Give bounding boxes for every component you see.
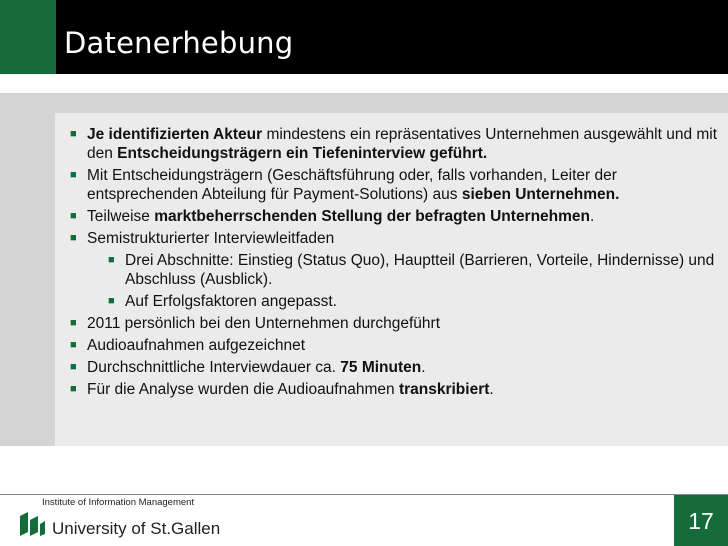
bullet-square-icon: ■ [70, 232, 77, 244]
footer-divider [0, 494, 728, 495]
bullet-text: Auf Erfolgsfaktoren angepasst. [125, 293, 337, 310]
bullet-text: Drei Abschnitte: Einstieg (Status Quo), Hauptteil (Barrieren, Vorteile, Hindernisse) und Abschluss (Ausblick). [125, 252, 715, 288]
bullet-text-bold: Entscheidungsträgern ein Tiefeninterview geführt. [117, 145, 488, 162]
bullet-item [70, 336, 720, 355]
bullet-text-bold: sieben Unternehmen. [461, 186, 620, 203]
bullet-square-icon: ■ [70, 169, 77, 181]
divider-band [0, 93, 728, 113]
page-number-box [674, 495, 728, 546]
bullet-square-icon: ■ [108, 295, 115, 307]
bullet-text: Für die Analyse wurden die Audioaufnahmen [87, 381, 399, 398]
bullet-text: Audioaufnahmen aufgezeichnet [87, 337, 306, 354]
bullet-square-icon: ■ [70, 128, 77, 140]
bullet-text: . [489, 381, 494, 398]
bullet-item [70, 314, 720, 333]
bullet-square-icon: ■ [70, 210, 77, 222]
bullet-text-bold: marktbeherrschenden Stellung der befragten Unternehmen [154, 208, 591, 225]
bullet-square-icon: ■ [70, 361, 77, 373]
page-number: 17 [688, 508, 714, 534]
bullet-text: . [590, 208, 595, 225]
bullet-item [70, 358, 720, 377]
bullet-square-icon: ■ [70, 339, 77, 351]
bullet-text: mindestens ein repräsentatives Unternehmen ausgewählt und mit den [87, 126, 718, 162]
bullet-square-icon: ■ [70, 383, 77, 395]
bullet-item [70, 125, 720, 163]
bullet-text: . [421, 359, 426, 376]
bullet-text: Durchschnittliche Interviewdauer ca. [87, 359, 341, 376]
bullet-item [70, 166, 720, 204]
sub-bullet-item [70, 251, 720, 289]
bullet-text-bold: 75 Minuten [340, 359, 422, 376]
bullet-text-bold: transkribiert [398, 381, 490, 398]
bullet-text: 2011 persönlich bei den Unternehmen durchgeführt [87, 315, 441, 332]
bullet-item [70, 229, 720, 248]
bullet-item [70, 207, 720, 226]
slide-title: Datenerhebung [64, 26, 294, 60]
bullet-item [70, 380, 720, 399]
bullet-text: Semistrukturierter Interviewleitfaden [87, 230, 335, 247]
university-name: University of St.Gallen [52, 519, 221, 538]
header-accent-bar [0, 0, 56, 74]
institute-label: Institute of Information Management [42, 497, 195, 508]
bullet-text: Teilweise [87, 208, 155, 225]
bullet-text-bold: Je identifizierten Akteur [87, 126, 263, 143]
bullet-text: Mit Entscheidungsträgern (Geschäftsführung oder, falls vorhanden, Leiter der entsprechenden Abteilung für Payment-Solutions) aus [87, 167, 617, 203]
bullet-square-icon: ■ [108, 254, 115, 266]
bullet-list [70, 125, 720, 402]
sub-bullet-item [70, 292, 720, 311]
bullet-square-icon: ■ [70, 317, 77, 329]
university-logo-icon [18, 510, 46, 538]
slide-header [0, 0, 728, 74]
